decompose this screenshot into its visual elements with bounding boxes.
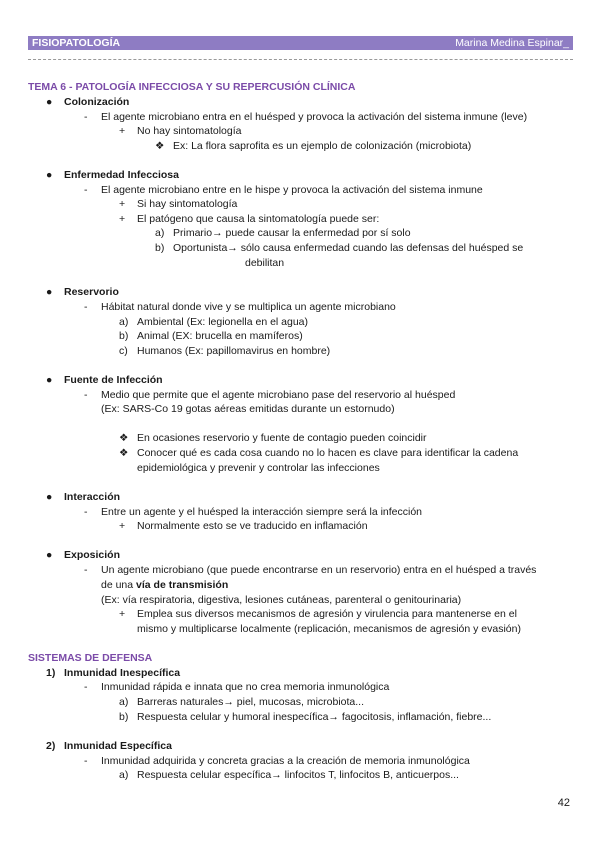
exposicion-def2-text: de una	[101, 579, 137, 591]
dash-marker: -	[84, 301, 88, 313]
section-title: SISTEMAS DE DEFENSA	[28, 652, 153, 664]
dash-marker: -	[84, 755, 88, 767]
plus-marker: +	[119, 213, 126, 225]
enfermedad-b1: Oportunista→ sólo causa enfermedad cuando las defensas del huésped se	[173, 242, 524, 254]
bullet-marker: ●	[46, 96, 53, 108]
letter-marker-a: a)	[119, 316, 129, 328]
colonizacion-heading: Colonización	[64, 96, 130, 108]
fuente-def1: Medio que permite que el agente microbiano pase del reservorio al huésped	[101, 389, 456, 401]
interaccion-heading: Interacción	[64, 491, 121, 503]
section-title: TEMA 6 - PATOLOGÍA INFECCIOSA Y SU REPERCUSIÓN CLÍNICA	[28, 81, 356, 93]
inespecifica-heading: Inmunidad Inespecífica	[64, 667, 181, 679]
interaccion-def: Entre un agente y el huésped la interacción siempre será la infección	[101, 506, 423, 518]
dash-marker: -	[84, 111, 88, 123]
inespecifica-def: Inmunidad rápida e innata que no crea memoria inmunológica	[101, 681, 390, 693]
exposicion-sub1: Emplea sus diversos mecanismos de agresión y virulencia para mantenerse en el	[137, 608, 517, 620]
letter-marker-b: b)	[119, 330, 129, 342]
dash-marker: -	[84, 506, 88, 518]
especifica-def: Inmunidad adquirida y concreta gracias a la creación de memoria inmunológica	[101, 755, 470, 767]
colonizacion-example: Ex: La flora saprofita es un ejemplo de colonización (microbiota)	[173, 140, 472, 152]
reservorio-b: Animal (EX: brucella en mamíferos)	[137, 330, 303, 342]
inespecifica-b: Respuesta celular y humoral inespecífica→ fagocitosis, inflamación, fiebre...	[137, 711, 492, 723]
enfermedad-a: Primario→ puede causar la enfermedad por sí solo	[173, 227, 411, 239]
especifica-heading: Inmunidad Específica	[64, 740, 172, 752]
letter-marker-c: c)	[119, 345, 128, 357]
fuente-heading: Fuente de Infección	[64, 374, 163, 386]
dash-marker: -	[84, 389, 88, 401]
exposicion-sub2: mismo y multiplicarse localmente (replicación, mecanismos de agresión y evasión)	[137, 623, 521, 635]
dash-marker: -	[84, 681, 88, 693]
diamond-marker: ❖	[119, 447, 129, 459]
especifica-a: Respuesta celular específica→ linfocitos T, linfocitos B, anticuerpos...	[137, 769, 459, 781]
page-header-bar	[28, 36, 573, 50]
dash-marker: -	[84, 184, 88, 196]
header-divider	[28, 59, 573, 60]
letter-marker-a: a)	[155, 227, 165, 239]
bullet-marker: ●	[46, 491, 53, 503]
reservorio-def: Hábitat natural donde vive y se multiplica un agente microbiano	[101, 301, 396, 313]
enfermedad-heading: Enfermedad Infecciosa	[64, 169, 179, 181]
diamond-marker: ❖	[155, 140, 165, 152]
enfermedad-sub1: Si hay sintomatología	[137, 198, 238, 210]
bullet-marker: ●	[46, 169, 53, 181]
plus-marker: +	[119, 608, 126, 620]
header-author: Marina Medina Espinar_	[455, 37, 569, 49]
via-transmision-term: vía de transmisión	[136, 579, 229, 591]
letter-marker-b: b)	[155, 242, 165, 254]
enfermedad-def: El agente microbiano entre en le hispe y provoca la activación del sistema inmune	[101, 184, 483, 196]
fuente-note2b: epidemiológica y prevenir y controlar las infecciones	[137, 462, 380, 474]
header-subject: FISIOPATOLOGÍA	[32, 37, 121, 49]
exposicion-def3: (Ex: vía respiratoria, digestiva, lesiones cutáneas, parenteral o genitourinaria)	[101, 594, 462, 606]
bullet-marker: ●	[46, 549, 53, 561]
page-number: 42	[557, 797, 570, 809]
bullet-marker: ●	[46, 374, 53, 386]
list-number: 1)	[46, 667, 56, 679]
reservorio-a: Ambiental (Ex: legionella en el agua)	[137, 316, 309, 328]
plus-marker: +	[119, 198, 126, 210]
reservorio-c: Humanos (Ex: papillomavirus en hombre)	[137, 345, 331, 357]
diamond-marker: ❖	[119, 432, 129, 444]
interaccion-sub: Normalmente esto se ve traducido en inflamación	[137, 520, 368, 532]
colonizacion-sub: No hay sintomatología	[137, 125, 242, 137]
list-number: 2)	[46, 740, 56, 752]
letter-marker-b: b)	[119, 711, 129, 723]
colonizacion-def: El agente microbiano entra en el huésped y provoca la activación del sistema inmune (leve)	[101, 111, 528, 123]
letter-marker-a: a)	[119, 769, 129, 781]
letter-marker-a: a)	[119, 696, 129, 708]
fuente-note2a: Conocer qué es cada cosa cuando no lo hacen es clave para identificar la cadena	[137, 447, 519, 459]
plus-marker: +	[119, 520, 126, 532]
bullet-marker: ●	[46, 286, 53, 298]
enfermedad-sub2: El patógeno que causa la sintomatología puede ser:	[137, 213, 380, 225]
reservorio-heading: Reservorio	[64, 286, 119, 298]
enfermedad-b2: debilitan	[245, 257, 285, 269]
fuente-def2: (Ex: SARS-Co 19 gotas aéreas emitidas durante un estornudo)	[101, 403, 395, 415]
exposicion-def1: Un agente microbiano (que puede encontrarse en un reservorio) entra en el huésped a través	[101, 564, 537, 576]
dash-marker: -	[84, 564, 88, 576]
exposicion-def2	[101, 578, 228, 592]
inespecifica-a: Barreras naturales→ piel, mucosas, microbiota...	[137, 696, 365, 708]
fuente-note1: En ocasiones reservorio y fuente de contagio pueden coincidir	[137, 432, 427, 444]
exposicion-heading: Exposición	[64, 549, 121, 561]
plus-marker: +	[119, 125, 126, 137]
